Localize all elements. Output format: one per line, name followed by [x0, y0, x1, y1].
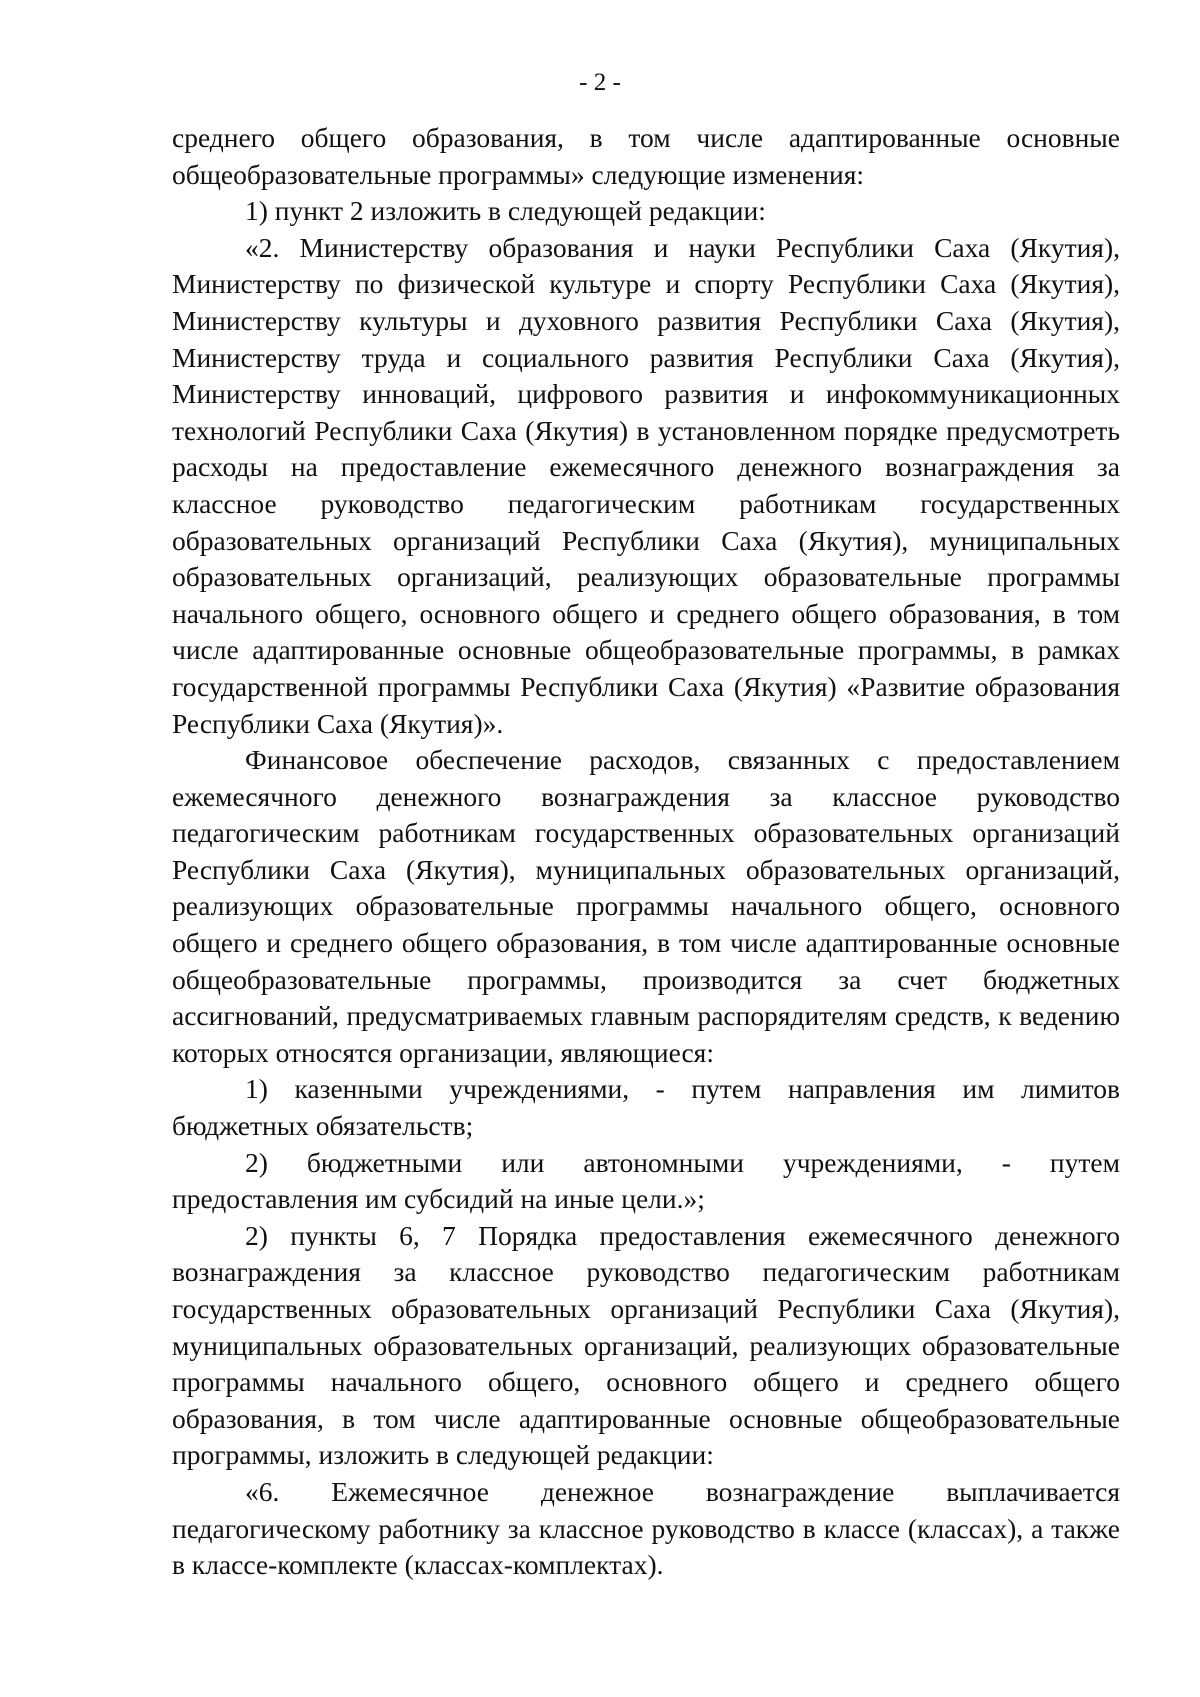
- document-body: [172, 120, 1120, 1584]
- paragraph-point-6-text: «6. Ежемесячное денежное вознаграждение выплачивается педагогическому работнику за классное руководство в классе (классах), а также в классе-комплекте (классах-комплектах).: [172, 1475, 1120, 1581]
- paragraph-subitem-2: 2) бюджетными или автономными учреждениями, - путем предоставления им субсидий на иные цели.»;: [172, 1146, 1120, 1215]
- paragraph-continuation: среднего общего образования, в том числе адаптированные основные общеобразовательные программы» следующие изменения:: [172, 122, 1120, 190]
- paragraph-point-2-text: «2. Министерству образования и науки Республики Саха (Якутия), Министерству по физической культуре и спорту Республики Саха (Якутия), Министерству культуры и духовного развития Республики Саха (Якутия), Министерству труда и социального развития Республики Саха (Якутия), Министерству инноваций, цифрового развития и инфокоммуникационных технологий Республики Саха (Якутия) в установленном порядке предусмотреть расходы на предоставление ежемесячного денежного вознаграждения за классное руководство педагогическим работникам государственных образовательных организаций Республики Саха (Якутия), муниципальных образовательных организаций, реализующих образовательные программы начального общего, основного общего и среднего общего образования, в том числе адаптированные основные общеобразовательные программы, в рамках государственной программы Республики Саха (Якутия) «Развитие образования Республики Саха (Якутия)».: [172, 231, 1120, 739]
- paragraph-item-2: 2) пункты 6, 7 Порядка предоставления ежемесячного денежного вознаграждения за классное руководство педагогическим работникам государственных образовательных организаций Республики Саха (Якутия), муниципальных образовательных организаций, реализующих образовательные программы начального общего, основного общего и среднего общего образования, в том числе адаптированные основные общеобразовательные программы, изложить в следующей редакции:: [172, 1219, 1120, 1471]
- paragraph-subitem-1: 1) казенными учреждениями, - путем направления им лимитов бюджетных обязательств;: [172, 1073, 1120, 1142]
- paragraph-item-1: 1) пункт 2 изложить в следующей редакции:: [245, 195, 766, 227]
- page-number: - 2 -: [579, 69, 621, 96]
- paragraph-financing: Финансовое обеспечение расходов, связанных с предоставлением ежемесячного денежного вознаграждения за классное руководство педагогическим работникам государственных образовательных организаций Республики Саха (Якутия), муниципальных образовательных организаций, реализующих образовательные программы начального общего, основного общего и среднего общего образования, в том числе адаптированные основные общеобразовательные программы, производится за счет бюджетных ассигнований, предусматриваемых главным распорядителям средств, к ведению которых относятся организации, являющиеся:: [172, 744, 1120, 1068]
